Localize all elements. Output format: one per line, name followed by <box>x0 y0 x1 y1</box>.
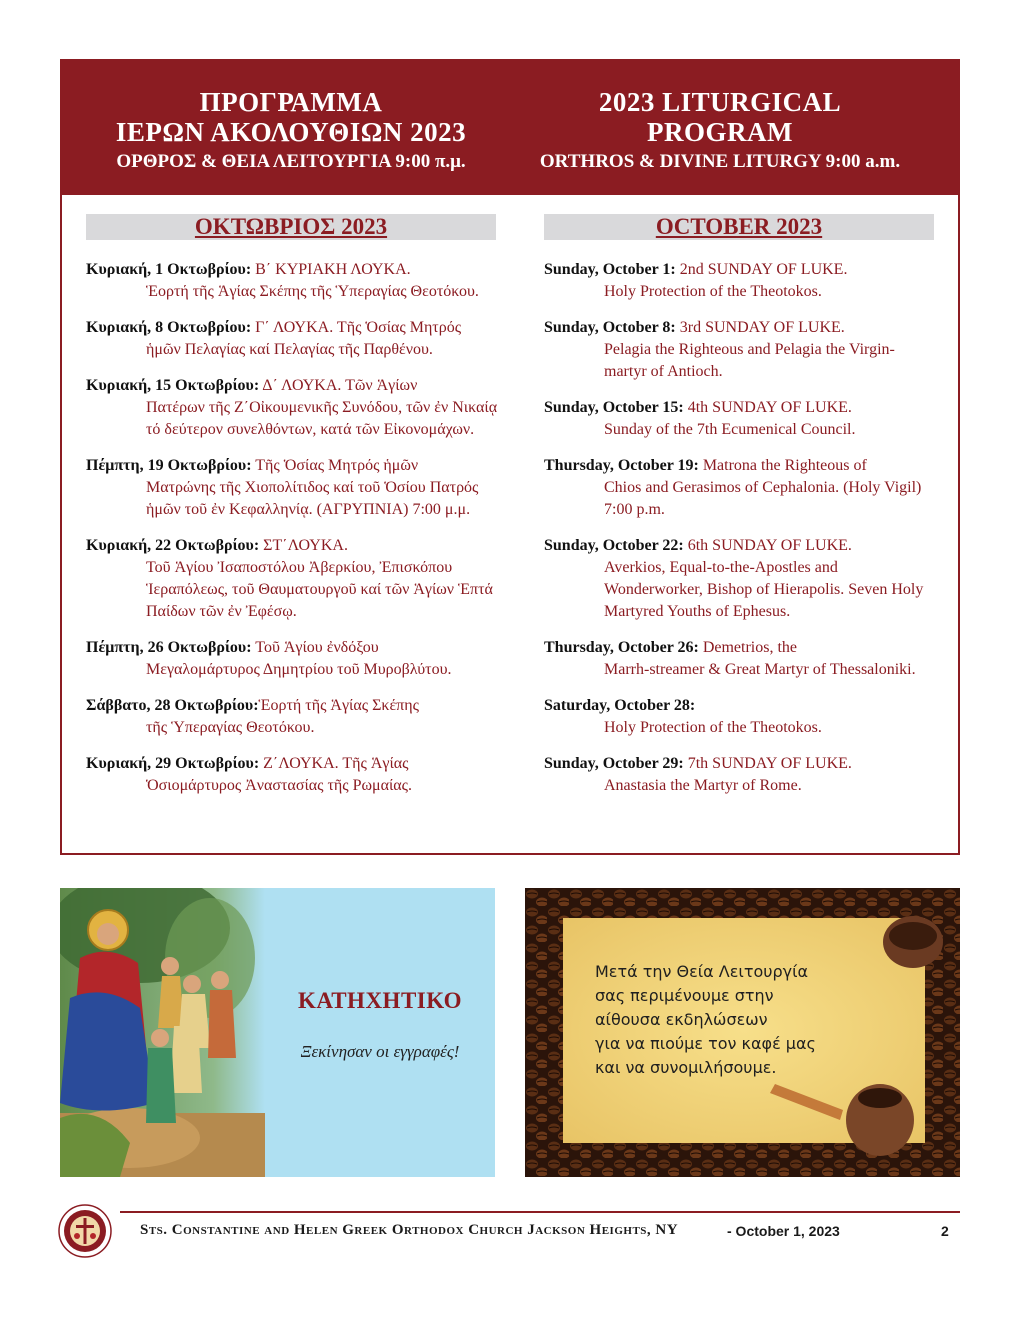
entry-feast-title: Ζ΄ΛΟΥΚΑ. Τῆς Ἁγίας <box>259 755 409 772</box>
program-banner <box>62 61 958 195</box>
entry-description: τῆς Ὑπεραγίας Θεοτόκου. <box>146 719 315 736</box>
footer-date: - October 1, 2023 <box>727 1223 840 1239</box>
catechism-title: ΚΑΤΗΧΗΤΙΚΟ <box>297 988 463 1013</box>
entry-description: Τοῦ Ἁγίου Ἰσαποστόλου Ἀβερκίου, Ἐπισκόπου Ἱεραπόλεως, τοῦ Θαυματουργοῦ καί τῶν Ἁγίων Ἑπτά Παίδων τῶν ἐν Ἐφέσῳ. <box>146 559 493 620</box>
english-title-line1: 2023 LITURGICAL <box>598 87 842 117</box>
greek-title-line1: ΠΡΟΓΡΑΜΜΑ <box>199 87 383 117</box>
greek-schedule-list <box>86 259 511 811</box>
coffee-invitation-text <box>595 960 855 1080</box>
coffee-text-line4: για να πιούμε τον καφέ μας <box>595 1034 816 1053</box>
coffee-text-line3: αίθουσα εκδηλώσεων <box>595 1010 768 1029</box>
entry-feast-title: 6th SUNDAY OF LUKE. <box>683 537 852 554</box>
schedule-entry <box>544 535 936 623</box>
entry-feast-title: Τῆς Ὁσίας Μητρός ἡμῶν <box>251 457 419 474</box>
entry-date: Κυριακή, 29 Οκτωβρίου: <box>86 755 260 772</box>
church-seal-icon <box>58 1204 112 1258</box>
entry-date: Thursday, October 19: <box>544 457 699 474</box>
entry-description: Ἑορτή τῆς Ἁγίας Σκέπης τῆς Ὑπεραγίας Θεοτόκου. <box>146 283 479 300</box>
entry-description: Pelagia the Righteous and Pelagia the Virgin-martyr of Antioch. <box>604 341 895 380</box>
schedule-entry <box>544 259 936 303</box>
entry-date: Saturday, October 28: <box>544 697 696 714</box>
schedule-entry <box>86 375 511 441</box>
coffee-hour-announcement <box>525 888 960 1177</box>
entry-feast-title: Γ΄ ΛΟΥΚΑ. Τῆς Ὁσίας Μητρός <box>251 319 462 336</box>
catechism-subtitle: Ξεκίνησαν οι εγγραφές! <box>300 1042 460 1061</box>
entry-description: Ματρώνης τῆς Χιοπολίτιδος καί τοῦ Ὁσίου Πατρός ἡμῶν τοῦ ἐν Κεφαλληνίᾳ. (ΑΓΡΥΠΝΙΑ) 7:00 μ.μ. <box>146 479 479 518</box>
schedule-entry <box>86 259 511 303</box>
page-number: 2 <box>941 1223 949 1239</box>
entry-feast-title: Τοῦ Ἁγίου ἐνδόξου <box>251 639 379 656</box>
schedule-entry <box>86 455 511 521</box>
liturgical-program-box <box>60 59 960 855</box>
schedule-entry <box>544 753 936 797</box>
entry-date: Sunday, October 15: <box>544 399 684 416</box>
entry-date: Πέμπτη, 19 Οκτωβρίου: <box>86 457 252 474</box>
english-month-label: OCTOBER 2023 <box>655 214 823 239</box>
entry-description: Πατέρων τῆς Ζ΄Οἰκουμενικῆς Συνόδου, τῶν ἐν Νικαίᾳ τό δεύτερον συνελθόντων, κατά τῶν Εἰκονομάχων. <box>146 399 498 438</box>
entry-feast-title: ΣΤ΄ΛΟΥΚΑ. <box>259 537 348 554</box>
entry-date: Κυριακή, 8 Οκτωβρίου: <box>86 319 252 336</box>
entry-date: Πέμπτη, 26 Οκτωβρίου: <box>86 639 252 656</box>
entry-date: Κυριακή, 15 Οκτωβρίου: <box>86 377 260 394</box>
entry-date: Sunday, October 1: <box>544 261 676 278</box>
english-service-time: ORTHROS & DIVINE LITURGY 9:00 a.m. <box>539 151 901 172</box>
catechism-announcement <box>60 888 495 1177</box>
entry-feast-title: Demetrios, the <box>698 639 798 656</box>
greek-banner-title <box>90 87 492 174</box>
coffee-text-line2: σας περιμένουμε στην <box>595 986 774 1005</box>
greek-title-line2: ΙΕΡΩΝ ΑΚΟΛΟΥΘΙΩΝ 2023 <box>115 117 467 147</box>
entry-description: Marrh-streamer & Great Martyr of Thessaloniki. <box>604 661 916 678</box>
entry-date: Thursday, October 26: <box>544 639 699 656</box>
entry-feast-title: 3rd SUNDAY OF LUKE. <box>675 319 845 336</box>
greek-month-header <box>86 214 496 240</box>
footer-church-name: Sts. Constantine and Helen Greek Orthodox Church Jackson Heights, NY <box>140 1222 679 1238</box>
entry-feast-title: 2nd SUNDAY OF LUKE. <box>675 261 848 278</box>
entry-description: Holy Protection of the Theotokos. <box>604 283 822 300</box>
entry-feast-title: Ἑορτή τῆς Ἁγίας Σκέπης <box>258 697 419 714</box>
entry-date: Κυριακή, 22 Οκτωβρίου: <box>86 537 260 554</box>
greek-service-time: ΟΡΘΡΟΣ & ΘΕΙΑ ΛΕΙΤΟΥΡΓΙΑ 9:00 π.μ. <box>116 151 466 172</box>
entry-description: Sunday of the 7th Ecumenical Council. <box>604 421 856 438</box>
entry-description: Holy Protection of the Theotokos. <box>604 719 822 736</box>
entry-date: Κυριακή, 1 Οκτωβρίου: <box>86 261 252 278</box>
schedule-entry <box>544 637 936 681</box>
schedule-entry <box>544 455 936 521</box>
english-title-line2: PROGRAM <box>647 117 793 147</box>
coffee-text-line5: και να συνομιλήσουμε. <box>595 1058 777 1077</box>
schedule-entry <box>86 695 511 739</box>
schedule-entry <box>86 637 511 681</box>
entry-description: ἡμῶν Πελαγίας καί Πελαγίας τῆς Παρθένου. <box>146 341 433 358</box>
entry-feast-title: Matrona the Righteous of <box>698 457 867 474</box>
english-month-header <box>544 214 934 240</box>
english-schedule-list <box>544 259 936 811</box>
english-banner-title <box>520 87 920 174</box>
entry-feast-title: 4th SUNDAY OF LUKE. <box>683 399 852 416</box>
schedule-entry <box>544 695 936 739</box>
schedule-entry <box>544 317 936 383</box>
entry-date: Σάββατο, 28 Οκτωβρίου: <box>86 697 259 714</box>
greek-month-label: ΟΚΤΩΒΡΙΟΣ 2023 <box>194 214 388 239</box>
schedule-entry <box>544 397 936 441</box>
entry-description: Anastasia the Martyr of Rome. <box>604 777 802 794</box>
entry-description: Ὁσιομάρτυρος Ἀναστασίας τῆς Ρωμαίας. <box>146 777 413 794</box>
schedule-entry <box>86 317 511 361</box>
schedule-entry <box>86 753 511 797</box>
coffee-text-line1: Μετά την Θεία Λειτουργία <box>595 962 809 981</box>
schedule-entry <box>86 535 511 623</box>
entry-feast-title: 7th SUNDAY OF LUKE. <box>683 755 852 772</box>
entry-feast-title: Β΄ ΚΥΡΙΑΚΗ ΛΟΥΚΑ. <box>251 261 411 278</box>
footer-rule <box>120 1211 960 1213</box>
christ-with-children-icon <box>60 888 265 1177</box>
entry-date: Sunday, October 8: <box>544 319 676 336</box>
entry-date: Sunday, October 22: <box>544 537 684 554</box>
entry-description: Chios and Gerasimos of Cephalonia. (Holy Vigil) 7:00 p.m. <box>604 479 922 518</box>
entry-description: Averkios, Equal-to-the-Apostles and Wonderworker, Bishop of Hierapolis. Seven Holy Martyred Youths of Ephesus. <box>604 559 924 620</box>
entry-date: Sunday, October 29: <box>544 755 684 772</box>
entry-feast-title: Δ΄ ΛΟΥΚΑ. Τῶν Ἁγίων <box>259 377 418 394</box>
entry-description: Μεγαλομάρτυρος Δημητρίου τοῦ Μυροβλύτου. <box>146 661 452 678</box>
